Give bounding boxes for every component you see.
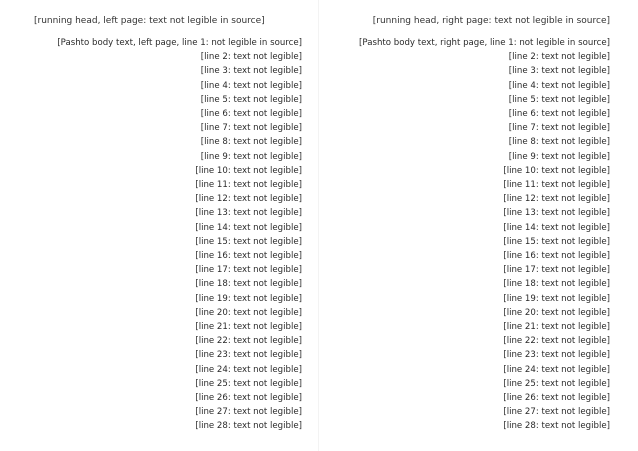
body-line: [line 23: text not legible] <box>195 350 302 361</box>
body-line: [line 28: text not legible] <box>503 421 610 432</box>
body-line: [line 22: text not legible] <box>195 336 302 347</box>
body-line: [line 26: text not legible] <box>503 393 610 404</box>
body-line: [line 21: text not legible] <box>195 322 302 333</box>
body-line: [line 20: text not legible] <box>503 307 610 318</box>
body-line: [line 17: text not legible] <box>195 265 302 276</box>
body-line: [line 3: text not legible] <box>508 66 610 77</box>
body-line: [line 5: text not legible] <box>508 94 610 105</box>
body-line: [line 17: text not legible] <box>503 265 610 276</box>
body-line: [line 15: text not legible] <box>195 236 302 247</box>
left-running-head-title: [running head, left page: text not legible in source] <box>34 16 265 26</box>
body-line: [line 6: text not legible] <box>508 109 610 120</box>
body-line: [line 7: text not legible] <box>200 123 302 134</box>
body-line: [Pashto body text, right page, line 1: not legible in source] <box>359 38 610 48</box>
body-line: [line 24: text not legible] <box>503 364 610 375</box>
body-line: [line 20: text not legible] <box>195 307 302 318</box>
body-line: [line 23: text not legible] <box>503 350 610 361</box>
body-line: [line 11: text not legible] <box>195 180 302 191</box>
body-line: [line 4: text not legible] <box>508 80 610 91</box>
right-page-body <box>342 36 610 434</box>
body-line: [line 16: text not legible] <box>195 251 302 262</box>
body-line: [line 27: text not legible] <box>195 407 302 418</box>
left-page-body <box>34 36 302 434</box>
body-line: [line 18: text not legible] <box>503 279 610 290</box>
right-running-head-title: [running head, right page: text not legible in source] <box>372 16 610 26</box>
body-line: [line 27: text not legible] <box>503 407 610 418</box>
right-page <box>342 14 610 441</box>
body-line: [line 10: text not legible] <box>503 165 610 176</box>
body-line: [line 25: text not legible] <box>195 378 302 389</box>
right-running-head <box>342 14 610 30</box>
left-running-head <box>34 14 302 30</box>
body-line: [line 10: text not legible] <box>195 165 302 176</box>
body-line: [line 8: text not legible] <box>200 137 302 148</box>
left-page <box>34 14 302 441</box>
body-line: [line 13: text not legible] <box>195 208 302 219</box>
body-line: [line 26: text not legible] <box>195 393 302 404</box>
body-line: [line 24: text not legible] <box>195 364 302 375</box>
body-line: [line 3: text not legible] <box>200 66 302 77</box>
body-line: [line 5: text not legible] <box>200 94 302 105</box>
body-line: [line 9: text not legible] <box>200 151 302 162</box>
body-line: [line 19: text not legible] <box>195 293 302 304</box>
body-line: [line 18: text not legible] <box>195 279 302 290</box>
body-line: [line 22: text not legible] <box>503 336 610 347</box>
body-line: [line 8: text not legible] <box>508 137 610 148</box>
body-line: [line 6: text not legible] <box>200 109 302 120</box>
body-line: [line 16: text not legible] <box>503 251 610 262</box>
body-line: [line 14: text not legible] <box>195 222 302 233</box>
body-line: [line 14: text not legible] <box>503 222 610 233</box>
body-line: [line 9: text not legible] <box>508 151 610 162</box>
body-line: [line 12: text not legible] <box>195 194 302 205</box>
body-line: [line 21: text not legible] <box>503 322 610 333</box>
body-line: [line 2: text not legible] <box>200 52 302 63</box>
body-line: [line 15: text not legible] <box>503 236 610 247</box>
page-gutter <box>318 0 319 451</box>
body-line: [line 19: text not legible] <box>503 293 610 304</box>
body-line: [line 2: text not legible] <box>508 52 610 63</box>
body-line: [line 25: text not legible] <box>503 378 610 389</box>
body-line: [Pashto body text, left page, line 1: not legible in source] <box>57 38 302 48</box>
body-line: [line 11: text not legible] <box>503 180 610 191</box>
body-line: [line 4: text not legible] <box>200 80 302 91</box>
body-line: [line 28: text not legible] <box>195 421 302 432</box>
body-line: [line 12: text not legible] <box>503 194 610 205</box>
body-line: [line 7: text not legible] <box>508 123 610 134</box>
body-line: [line 13: text not legible] <box>503 208 610 219</box>
